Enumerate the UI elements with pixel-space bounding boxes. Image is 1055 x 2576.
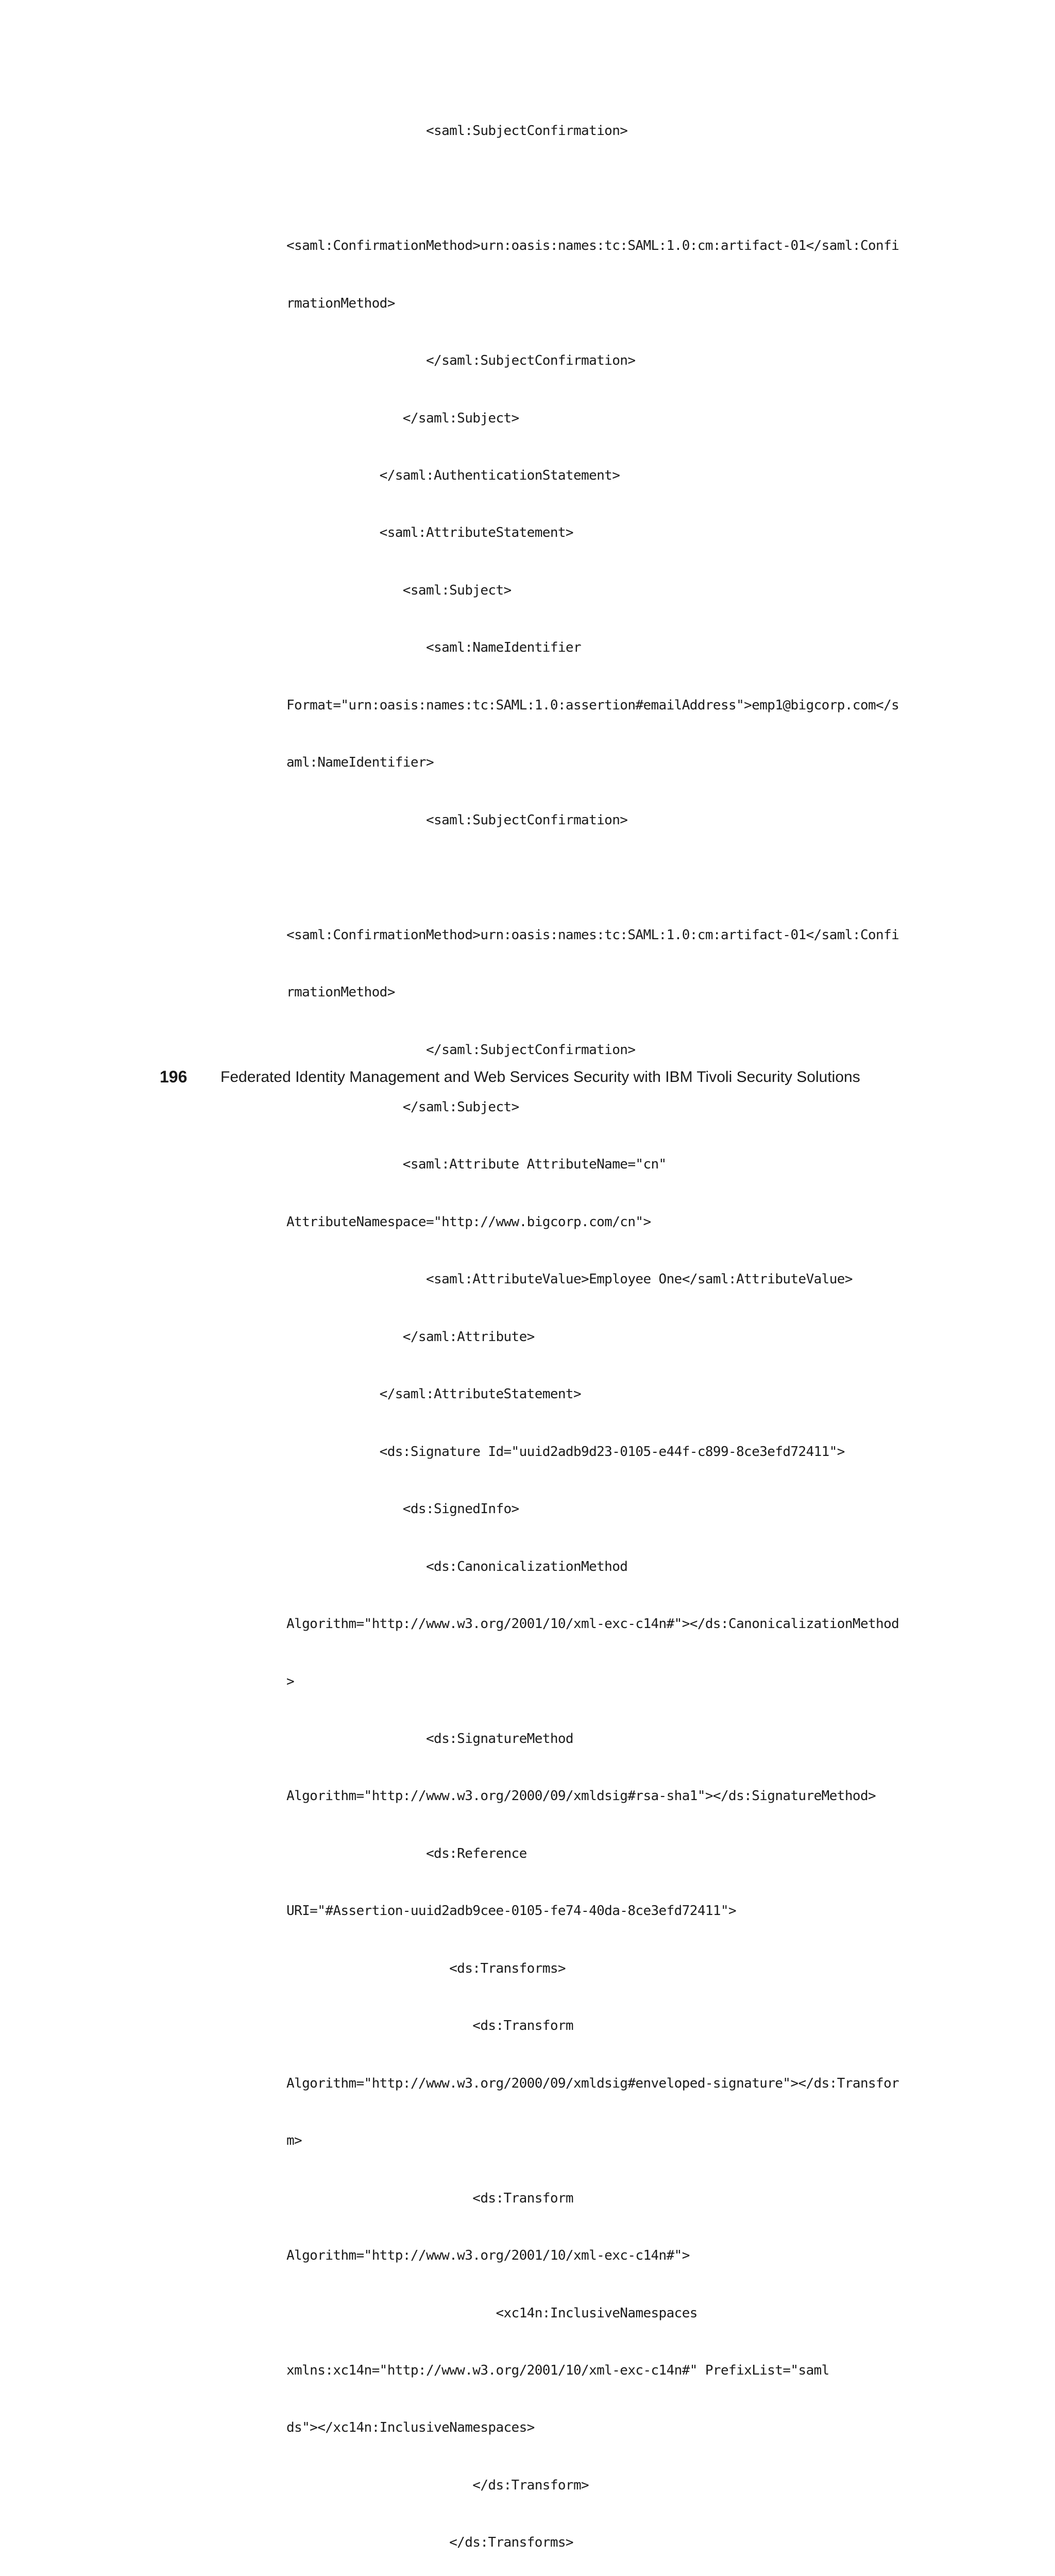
code-line: URI="#Assertion-uuid2adb9cee-0105-fe74-40da-8ce3efd72411"> xyxy=(286,1903,737,1919)
code-line: </saml:Subject> xyxy=(286,410,519,426)
xml-code-listing xyxy=(286,83,905,2576)
code-line: <ds:Signature Id="uuid2adb9d23-0105-e44f-c899-8ce3efd72411"> xyxy=(286,1444,845,1460)
code-line: <ds:Transform xyxy=(286,2190,573,2206)
code-line: <ds:Transform xyxy=(286,2018,573,2034)
code-line: AttributeNamespace="http://www.bigcorp.com/cn"> xyxy=(286,1214,651,1230)
code-line: aml:NameIdentifier> xyxy=(286,755,434,771)
page-footer xyxy=(160,1067,932,1088)
code-line: <ds:CanonicalizationMethod xyxy=(286,1558,628,1574)
code-line: <ds:SignedInfo> xyxy=(286,1501,519,1517)
code-line: Algorithm="http://www.w3.org/2000/09/xmldsig#rsa-sha1"></ds:SignatureMethod> xyxy=(286,1788,876,1804)
code-line: </saml:SubjectConfirmation> xyxy=(286,1042,636,1058)
code-line: <saml:AttributeStatement> xyxy=(286,525,573,541)
code-line: <saml:NameIdentifier xyxy=(286,640,582,656)
code-line: </saml:AttributeStatement> xyxy=(286,1386,582,1402)
book-title: Federated Identity Management and Web Services Security with IBM Tivoli Security Solutions xyxy=(220,1069,860,1086)
code-line: </saml:AuthenticationStatement> xyxy=(286,468,620,484)
code-line: xmlns:xc14n="http://www.w3.org/2001/10/xml-exc-c14n#" PrefixList="saml xyxy=(286,2362,829,2378)
code-line: Algorithm="http://www.w3.org/2001/10/xml-exc-c14n#"> xyxy=(286,2248,690,2264)
code-line: <ds:Transforms> xyxy=(286,1960,566,1976)
code-line: rmationMethod> xyxy=(286,295,395,311)
code-line: <saml:AttributeValue>Employee One</saml:AttributeValue> xyxy=(286,1272,853,1287)
code-line: Algorithm="http://www.w3.org/2000/09/xmldsig#enveloped-signature"></ds:Transfor xyxy=(286,2075,899,2091)
code-line: m> xyxy=(286,2133,302,2149)
code-line: <saml:ConfirmationMethod>urn:oasis:names:tc:SAML:1.0:cm:artifact-01</saml:Confi xyxy=(286,238,899,254)
code-line: > xyxy=(286,1673,295,1689)
code-line: </saml:Attribute> xyxy=(286,1329,535,1345)
code-line: <saml:SubjectConfirmation> xyxy=(286,123,628,139)
code-line: rmationMethod> xyxy=(286,985,395,1001)
code-line: <ds:SignatureMethod xyxy=(286,1731,573,1747)
code-line xyxy=(286,868,905,887)
code-line: </saml:SubjectConfirmation> xyxy=(286,353,636,369)
code-line: ds"></xc14n:InclusiveNamespaces> xyxy=(286,2420,535,2436)
code-line: </ds:Transforms> xyxy=(286,2535,573,2551)
code-line: <ds:Reference xyxy=(286,1845,527,1861)
code-line: <saml:SubjectConfirmation> xyxy=(286,812,628,828)
code-line: </saml:Subject> xyxy=(286,1099,519,1115)
code-line: <saml:Subject> xyxy=(286,582,512,598)
code-line: <xc14n:InclusiveNamespaces xyxy=(286,2305,697,2321)
code-line xyxy=(286,179,905,198)
code-line: Algorithm="http://www.w3.org/2001/10/xml-exc-c14n#"></ds:CanonicalizationMethod xyxy=(286,1616,899,1632)
code-line: </ds:Transform> xyxy=(286,2477,589,2493)
code-line: Format="urn:oasis:names:tc:SAML:1.0:assertion#emailAddress">emp1@bigcorp.com</s xyxy=(286,697,899,713)
page-number: 196 xyxy=(160,1067,188,1086)
code-line: <saml:Attribute AttributeName="cn" xyxy=(286,1157,667,1173)
code-line: <saml:ConfirmationMethod>urn:oasis:names:tc:SAML:1.0:cm:artifact-01</saml:Confi xyxy=(286,927,899,943)
